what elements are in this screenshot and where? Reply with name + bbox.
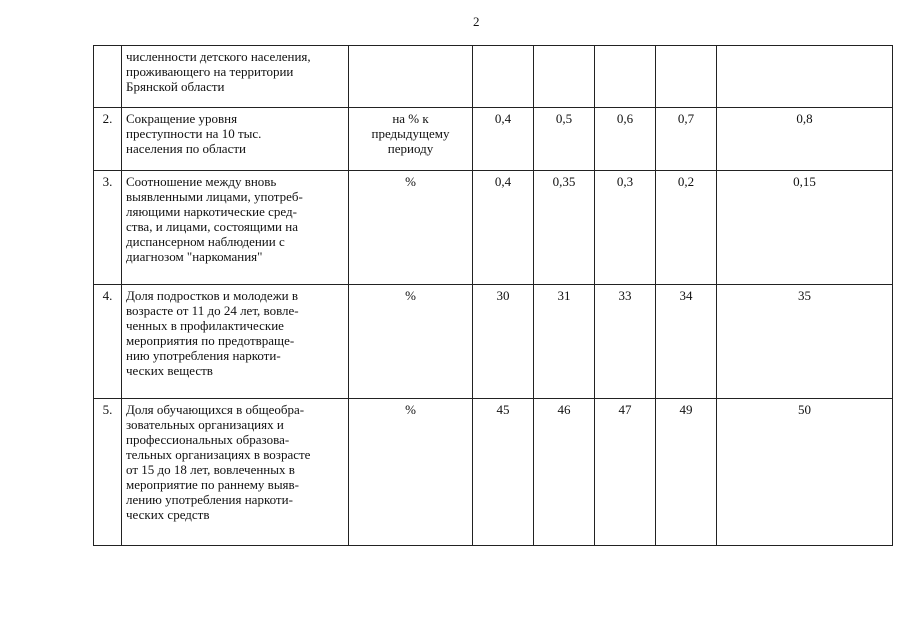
row-number: 3. [94,171,122,285]
table-row [94,108,893,171]
table-row [94,46,893,108]
value-cell: 45 [473,399,534,546]
row-number: 4. [94,285,122,399]
value-cell: 0,6 [595,108,656,171]
unit-cell: % [349,399,473,546]
value-cell: 0,8 [717,108,893,171]
value-cell: 34 [656,285,717,399]
value-cell: 49 [656,399,717,546]
table-row [94,171,893,285]
value-cell [595,46,656,108]
indicator-name: Соотношение между вновь выявленными лицами, употреб- ляющими наркотические сред- ства, и лицами, состоящими на диспансерном наблюдении с диагнозом "наркомания" [122,171,349,285]
row-number: 5. [94,399,122,546]
value-cell: 30 [473,285,534,399]
unit-cell [349,46,473,108]
value-cell [656,46,717,108]
page-number: 2 [473,14,480,29]
unit-cell: на % к предыдущему периоду [349,108,473,171]
indicator-name: Доля подростков и молодежи в возрасте от 11 до 24 лет, вовле- ченных в профилактические мероприятия по предотвраще- нию употребления наркоти- ческих веществ [122,285,349,399]
indicator-name: Доля обучающихся в общеобра- зовательных организациях и профессиональных образова- тельных организациях в возрасте от 15 до 18 лет, вовлеченных в мероприятие по раннему выяв- лению употребления наркоти- ческих средств [122,399,349,546]
unit-cell: % [349,171,473,285]
value-cell [473,46,534,108]
table-row [94,399,893,546]
value-cell: 50 [717,399,893,546]
value-cell: 0,4 [473,171,534,285]
value-cell: 33 [595,285,656,399]
value-cell [717,46,893,108]
row-number: 2. [94,108,122,171]
indicator-name: численности детского населения, проживающего на территории Брянской области [122,46,349,108]
value-cell: 0,7 [656,108,717,171]
value-cell: 0,5 [534,108,595,171]
value-cell: 0,4 [473,108,534,171]
value-cell: 46 [534,399,595,546]
row-number [94,46,122,108]
unit-cell: % [349,285,473,399]
indicators-table [93,45,893,546]
indicator-name: Сокращение уровня преступности на 10 тыс. населения по области [122,108,349,171]
value-cell: 0,3 [595,171,656,285]
value-cell [534,46,595,108]
value-cell: 0,35 [534,171,595,285]
value-cell: 47 [595,399,656,546]
value-cell: 0,15 [717,171,893,285]
value-cell: 0,2 [656,171,717,285]
value-cell: 35 [717,285,893,399]
table-row [94,285,893,399]
value-cell: 31 [534,285,595,399]
